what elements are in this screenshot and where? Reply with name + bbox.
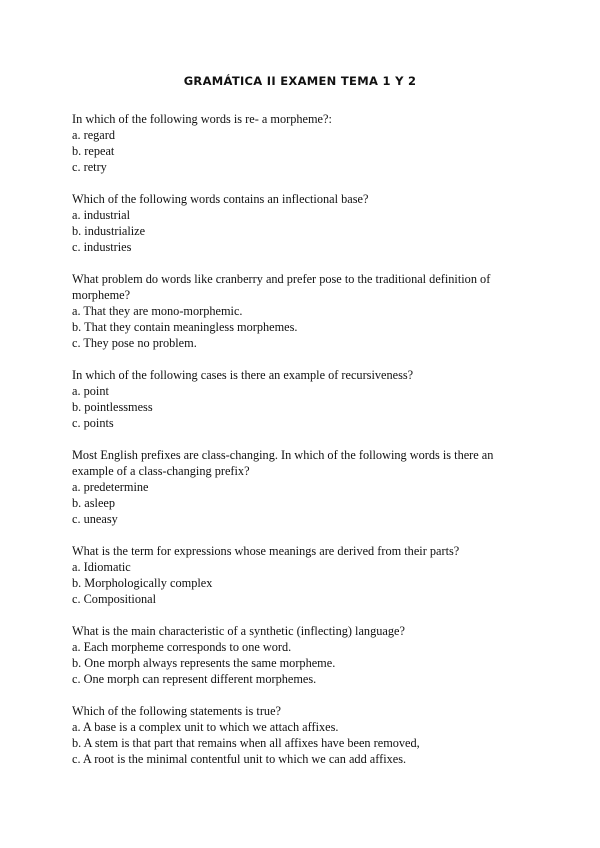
question-7 (72, 623, 512, 687)
answer-option-c: c. They pose no problem. (72, 336, 197, 350)
answer-option-b: b. That they contain meaningless morphemes. (72, 320, 298, 334)
answer-option-c: c. One morph can represent different morphemes. (72, 672, 317, 686)
answer-option-a: a. Idiomatic (72, 560, 131, 574)
answer-option-a: a. point (72, 384, 109, 398)
question-3 (72, 271, 512, 351)
question-list (72, 111, 512, 783)
question-1 (72, 111, 512, 175)
answer-option-c: c. points (72, 416, 114, 430)
answer-option-a: a. regard (72, 128, 116, 142)
answer-option-a: a. industrial (72, 208, 131, 222)
question-text: In which of the following words is re- a morpheme?: (72, 112, 332, 126)
answer-option-c: c. uneasy (72, 512, 118, 526)
question-5 (72, 447, 512, 527)
answer-option-c: c. industries (72, 240, 132, 254)
question-text: Which of the following words contains an inflectional base? (72, 192, 369, 206)
question-2 (72, 191, 512, 255)
question-8 (72, 703, 512, 767)
answer-option-a: a. That they are mono-morphemic. (72, 304, 243, 318)
answer-option-a: a. Each morpheme corresponds to one word. (72, 640, 292, 654)
answer-option-b: b. A stem is that part that remains when all affixes have been removed, (72, 736, 420, 750)
answer-option-b: b. pointlessmess (72, 400, 153, 414)
question-text: What is the main characteristic of a synthetic (inflecting) language? (72, 624, 405, 638)
answer-option-c: c. A root is the minimal contentful unit to which we can add affixes. (72, 752, 407, 766)
page-title: GRAMÁTICA II EXAMEN TEMA 1 Y 2 (183, 74, 417, 88)
answer-option-b: b. Morphologically complex (72, 576, 213, 590)
answer-option-b: b. One morph always represents the same morpheme. (72, 656, 336, 670)
answer-option-c: c. Compositional (72, 592, 157, 606)
question-text: What is the term for expressions whose meanings are derived from their parts? (72, 544, 460, 558)
question-4 (72, 367, 512, 431)
question-6 (72, 543, 512, 607)
question-text: What problem do words like cranberry and prefer pose to the traditional definition of morpheme? (72, 272, 491, 302)
answer-option-b: b. industrialize (72, 224, 146, 238)
answer-option-c: c. retry (72, 160, 107, 174)
question-text: Most English prefixes are class-changing. In which of the following words is there an example of a class-changing prefix? (72, 448, 494, 478)
answer-option-b: b. asleep (72, 496, 116, 510)
question-text: In which of the following cases is there an example of recursiveness? (72, 368, 414, 382)
answer-option-a: a. predetermine (72, 480, 149, 494)
answer-option-a: a. A base is a complex unit to which we attach affixes. (72, 720, 339, 734)
answer-option-b: b. repeat (72, 144, 115, 158)
question-text: Which of the following statements is true? (72, 704, 281, 718)
